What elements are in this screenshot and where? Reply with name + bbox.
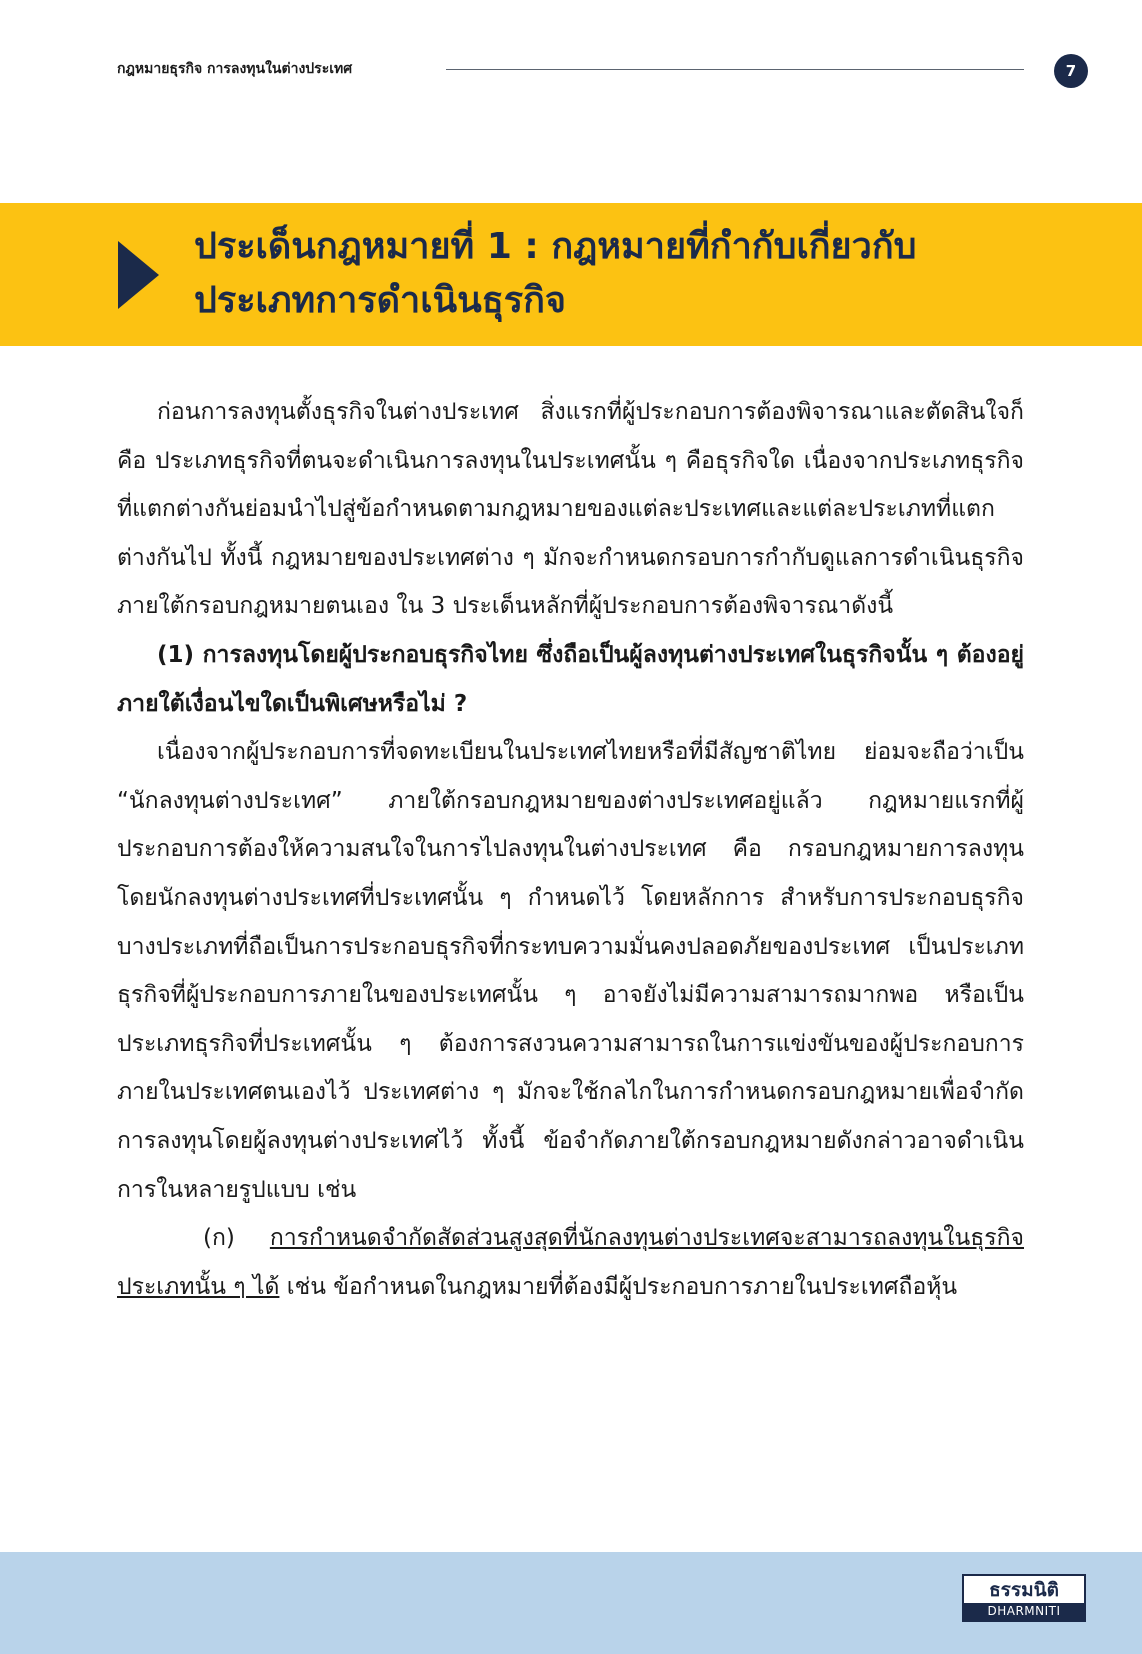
intro-paragraph: ก่อนการลงทุนตั้งธุรกิจในต่างประเทศ สิ่งแรกที่ผู้ประกอบการต้องพิจารณาและตัดสินใจก็คือ ประเภทธุรกิจที่ตนจะดำเนินการลงทุนในประเทศนั้น ๆ คือธุรกิจใด เนื่องจากประเภทธุรกิจที่แตกต่างกันย่อมนำไปสู่ข้อกำหนดตามกฎหมายของแต่ละประเทศและแต่ละประเภทที่แตกต่างกันไป ทั้งนี้ กฎหมายของประเทศต่าง ๆ มักจะกำหนดกรอบการกำกับดูแลการดำเนินธุรกิจภายใต้กรอบกฎหมายตนเอง ใน 3 ประเด็นหลักที่ผู้ประกอบการต้องพิจารณาดังนี้	[117, 399, 1024, 620]
section-title-line1: ประเด็นกฎหมายที่ 1 : กฎหมายที่กำกับเกี่ยวกับ	[194, 226, 917, 267]
publisher-logo	[962, 1574, 1086, 1622]
list-item-a	[117, 1214, 1024, 1311]
section-banner	[0, 203, 1142, 346]
page-number-badge: 7	[1054, 54, 1088, 88]
list-item-a-text: เช่น ข้อกำหนดในกฎหมายที่ต้องมีผู้ประกอบการภายในประเทศถือหุ้น	[286, 1273, 958, 1300]
section-title-line2: ประเภทการดำเนินธุรกิจ	[194, 280, 566, 321]
header-divider	[446, 69, 1024, 70]
running-header-title: กฎหมายธุรกิจ การลงทุนในต่างประเทศ	[117, 61, 353, 77]
logo-thai-wordmark: ธรรมนิติ	[989, 1579, 1059, 1601]
list-item-a-marker: (ก)	[203, 1225, 235, 1252]
section-title	[194, 220, 1094, 328]
explanation-paragraph: เนื่องจากผู้ประกอบการที่จดทะเบียนในประเทศไทยหรือที่มีสัญชาติไทย ย่อมจะถือว่าเป็น “นักลงทุนต่างประเทศ” ภายใต้กรอบกฎหมายของต่างประเทศอยู่แล้ว กฎหมายแรกที่ผู้ประกอบการต้องให้ความสนใจในการไปลงทุนในต่างประเทศ คือ กรอบกฎหมายการลงทุนโดยนักลงทุนต่างประเทศที่ประเทศนั้น ๆ กำหนดไว้ โดยหลักการ สำหรับการประกอบธุรกิจบางประเภทที่ถือเป็นการประกอบธุรกิจที่กระทบความมั่นคงปลอดภัยของประเทศ เป็นประเภทธุรกิจที่ผู้ประกอบการภายในของประเทศนั้น ๆ อาจยังไม่มีความสามารถมากพอ หรือเป็นประเภทธุรกิจที่ประเทศนั้น ๆ ต้องการสงวนความสามารถในการแข่งขันของผู้ประกอบการภายในประเทศตนเองไว้ ประเทศต่าง ๆ มักจะใช้กลไกในการกำหนดกรอบกฎหมายเพื่อจำกัดการลงทุนโดยผู้ลงทุนต่างประเทศไว้ ทั้งนี้ ข้อจำกัดภายใต้กรอบกฎหมายดังกล่าวอาจดำเนินการในหลายรูปแบบ เช่น	[117, 739, 1024, 1203]
question-heading-1: (1) การลงทุนโดยผู้ประกอบธุรกิจไทย ซึ่งถือเป็นผู้ลงทุนต่างประเทศในธุรกิจนั้น ๆ ต้องอยู่ภายใต้เงื่อนไขใดเป็นพิเศษหรือไม่ ?	[117, 641, 1024, 717]
play-arrow-icon	[118, 241, 159, 309]
body-content	[117, 388, 1024, 1311]
logo-latin-wordmark: DHARMNITI	[964, 1603, 1084, 1620]
list-item-a-emphasis: การกำหนดจำกัดสัดส่วนสูงสุดที่นักลงทุนต่างประเทศจะสามารถลงทุนในธุรกิจประเภทนั้น ๆ ได้	[117, 1225, 1024, 1300]
